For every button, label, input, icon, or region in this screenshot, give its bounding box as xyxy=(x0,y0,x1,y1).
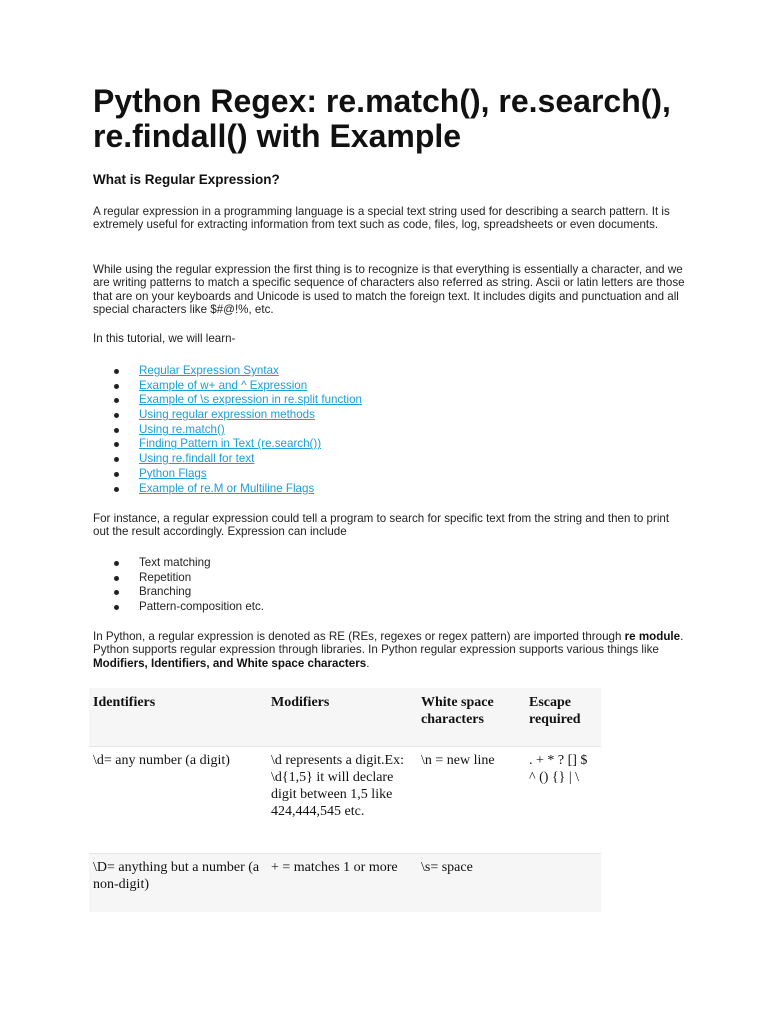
capability-text: Branching xyxy=(139,585,192,599)
bullet-icon xyxy=(114,576,119,581)
characters-paragraph: While using the regular expression the first thing is to recognize is that everything is essentially a character, and we are writing patterns to match a specific sequence of characters also referred as string. Ascii or latin letters are those that are on your keyboards and Unicode is used to match the foreign text. It includes digits and punctuation and all special characters like $#@!%, etc. xyxy=(93,263,685,316)
table-header-cell: Identifiers xyxy=(93,695,156,710)
toc-link[interactable]: Finding Pattern in Text (re.search()) xyxy=(139,437,322,451)
text-run: . xyxy=(366,656,370,670)
bullet-icon xyxy=(114,413,119,418)
table-cell: + = matches 1 or more xyxy=(271,860,398,875)
toc-link[interactable]: Python Flags xyxy=(139,466,207,480)
toc-link[interactable]: Example of re.M or Multiline Flags xyxy=(139,481,315,495)
toc-link[interactable]: Example of \s expression in re.split function xyxy=(139,393,362,407)
toc-link[interactable]: Using regular expression methods xyxy=(139,408,315,422)
list-item xyxy=(93,364,362,379)
table-cell: \d represents a digit.Ex: \d{1,5} it will declare digit between 1,5 like 424,444,545 etc. xyxy=(271,753,404,819)
instance-paragraph: For instance, a regular expression could tell a program to search for specific text from the string and then to print out the result accordingly. Expression can include xyxy=(93,512,670,539)
list-item xyxy=(93,600,264,615)
bold-text: Modifiers, Identifiers, and White space characters xyxy=(93,656,367,670)
text-run: In Python, a regular expression is denoted as RE (REs, regexes or regex pattern) are imported through xyxy=(93,630,625,643)
page-title: Python Regex: re.match(), re.search(), re.findall() with Example xyxy=(93,83,671,154)
table-header-row xyxy=(89,688,601,746)
list-item xyxy=(93,467,362,482)
table-header-cell: White space characters xyxy=(421,695,494,727)
bullet-icon xyxy=(114,369,119,374)
bullet-icon xyxy=(114,457,119,462)
capabilities-list xyxy=(93,556,264,615)
bold-text: re module xyxy=(624,630,681,643)
bullet-icon xyxy=(114,472,119,477)
bullet-icon xyxy=(114,442,119,447)
python-regex-paragraph xyxy=(93,630,685,670)
table-row xyxy=(89,746,601,853)
text-run: . Python supports regular expression through libraries. In Python regular expression supports various things like xyxy=(93,630,684,657)
bullet-icon xyxy=(114,487,119,492)
list-item xyxy=(93,571,264,586)
list-item xyxy=(93,452,362,467)
table-header-cell: Modifiers xyxy=(271,695,330,710)
toc-link[interactable]: Using re.findall for text xyxy=(139,452,255,466)
list-item xyxy=(93,379,362,394)
list-item xyxy=(93,408,362,423)
section-heading: What is Regular Expression? xyxy=(93,172,280,187)
list-item xyxy=(93,585,264,600)
table-cell: \s= space xyxy=(421,860,473,875)
bullet-icon xyxy=(114,561,119,566)
bullet-icon xyxy=(114,398,119,403)
toc-link[interactable]: Using re.match() xyxy=(139,422,225,436)
table-cell: \d= any number (a digit) xyxy=(93,753,230,768)
capability-text: Pattern-composition etc. xyxy=(139,600,265,614)
table-row xyxy=(89,853,601,912)
toc-link[interactable]: Regular Expression Syntax xyxy=(139,364,279,377)
list-item xyxy=(93,556,264,571)
capability-text: Repetition xyxy=(139,570,192,584)
list-item xyxy=(93,437,362,452)
toc-link[interactable]: Example of w+ and ^ Expression xyxy=(139,378,308,392)
table-cell: \D= anything but a number (a non-digit) xyxy=(93,860,260,892)
bullet-icon xyxy=(114,590,119,595)
list-item xyxy=(93,423,362,438)
bullet-icon xyxy=(114,605,119,610)
table-cell: \n = new line xyxy=(421,753,495,768)
toc-list xyxy=(93,364,362,496)
list-item xyxy=(93,393,362,408)
table-cell: . + * ? [] $ ^ () {} | \ xyxy=(529,753,588,785)
capability-text: Text matching xyxy=(139,556,211,569)
regex-table xyxy=(89,688,601,912)
bullet-icon xyxy=(114,384,119,389)
bullet-icon xyxy=(114,428,119,433)
table-header-cell: Escape required xyxy=(529,695,581,727)
intro-paragraph: A regular expression in a programming language is a special text string used for describing a search pattern. It is extremely useful for extracting information from text such as code, files, log, spreadsheets or even documents. xyxy=(93,205,670,232)
list-item xyxy=(93,482,362,497)
tutorial-intro: In this tutorial, we will learn- xyxy=(93,332,236,345)
